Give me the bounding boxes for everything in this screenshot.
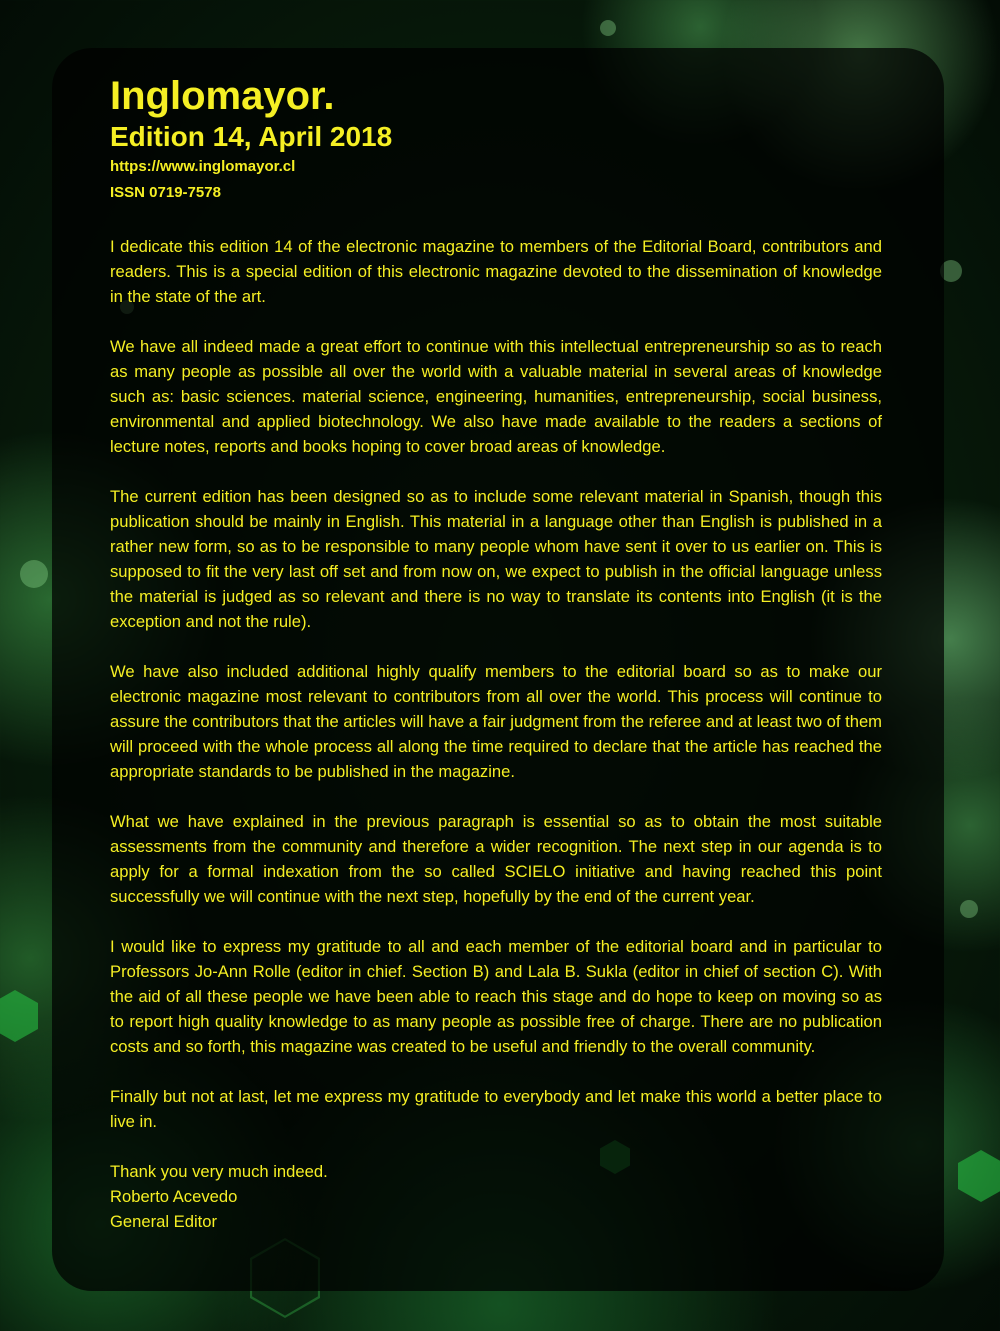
hexagon-shape bbox=[0, 990, 38, 1042]
website-url: https://www.inglomayor.cl bbox=[110, 158, 296, 175]
bokeh-light bbox=[600, 20, 616, 36]
paragraph-gratitude: I would like to express my gratitude to all and each member of the editorial board and in particular to Professors Jo-Ann Rolle (editor in chief. Section B) and Lala B. Sukla (editor in chief of section C). With the aid of all these people we have been able to reach this stage and do hope to keep on moving so as to report high quality knowledge to as many people as possible free of charge. There are no publication costs and so forth, this magazine was created to be useful and friendly to the overall community. bbox=[110, 937, 882, 1056]
signature-block bbox=[110, 1159, 882, 1234]
signature-name: Roberto Acevedo bbox=[110, 1187, 238, 1206]
magazine-title: Inglomayor. bbox=[110, 74, 335, 118]
paragraph-language: The current edition has been designed so as to include some relevant material in Spanish, though this publication should be mainly in English. This material in a language other than English is published in a rather new form, so as to be responsible to many people whom have sent it over to us earlier on. This is supposed to fit the very last off set and from now on, we expect to publish in the official language unless the material is judged as so relevant and there is no way to translate its contents into English (it is the exception and not the rule). bbox=[110, 487, 882, 631]
paragraph-closing: Finally but not at last, let me express my gratitude to everybody and let make this world a better place to live in. bbox=[110, 1087, 882, 1131]
signature-role: General Editor bbox=[110, 1212, 217, 1231]
paragraph-editorial-board: We have also included additional highly qualify members to the editorial board so as to make our electronic magazine most relevant to contributors from all over the world. This process will continue to assure the contributors that the articles will have a fair judgment from the referee and at least two of them will proceed with the whole process all along the time required to declare that the article has reached the appropriate standards to be published in the magazine. bbox=[110, 662, 882, 781]
edition-heading: Edition 14, April 2018 bbox=[110, 121, 393, 152]
paragraph-dedication: I dedicate this edition 14 of the electronic magazine to members of the Editorial Board, contributors and readers. This is a special edition of this electronic magazine devoted to the dissemination of knowledge in the state of the art. bbox=[110, 237, 882, 306]
paragraph-indexation: What we have explained in the previous paragraph is essential so as to obtain the most suitable assessments from the community and therefore a wider recognition. The next step in our agenda is to apply for a formal indexation from the so called SCIELO initiative and having reached this point successfully we will continue with the next step, hopefully by the end of the current year. bbox=[110, 812, 882, 906]
bokeh-light bbox=[20, 560, 48, 588]
editorial-content bbox=[110, 72, 882, 1234]
bokeh-light bbox=[960, 900, 978, 918]
editorial-body bbox=[110, 234, 882, 1234]
paragraph-effort: We have all indeed made a great effort to continue with this intellectual entrepreneurship so as to reach as many people as possible all over the world with a valuable material in several areas of knowledge such as: basic sciences. material science, engineering, humanities, entrepreneurship, social business, environmental and applied biotechnology. We also have made available to the readers a sections of lecture notes, reports and books hoping to cover broad areas of knowledge. bbox=[110, 337, 882, 456]
hexagon-shape bbox=[958, 1150, 1000, 1202]
signature-closing: Thank you very much indeed. bbox=[110, 1162, 328, 1181]
issn-number: ISSN 0719-7578 bbox=[110, 184, 221, 201]
